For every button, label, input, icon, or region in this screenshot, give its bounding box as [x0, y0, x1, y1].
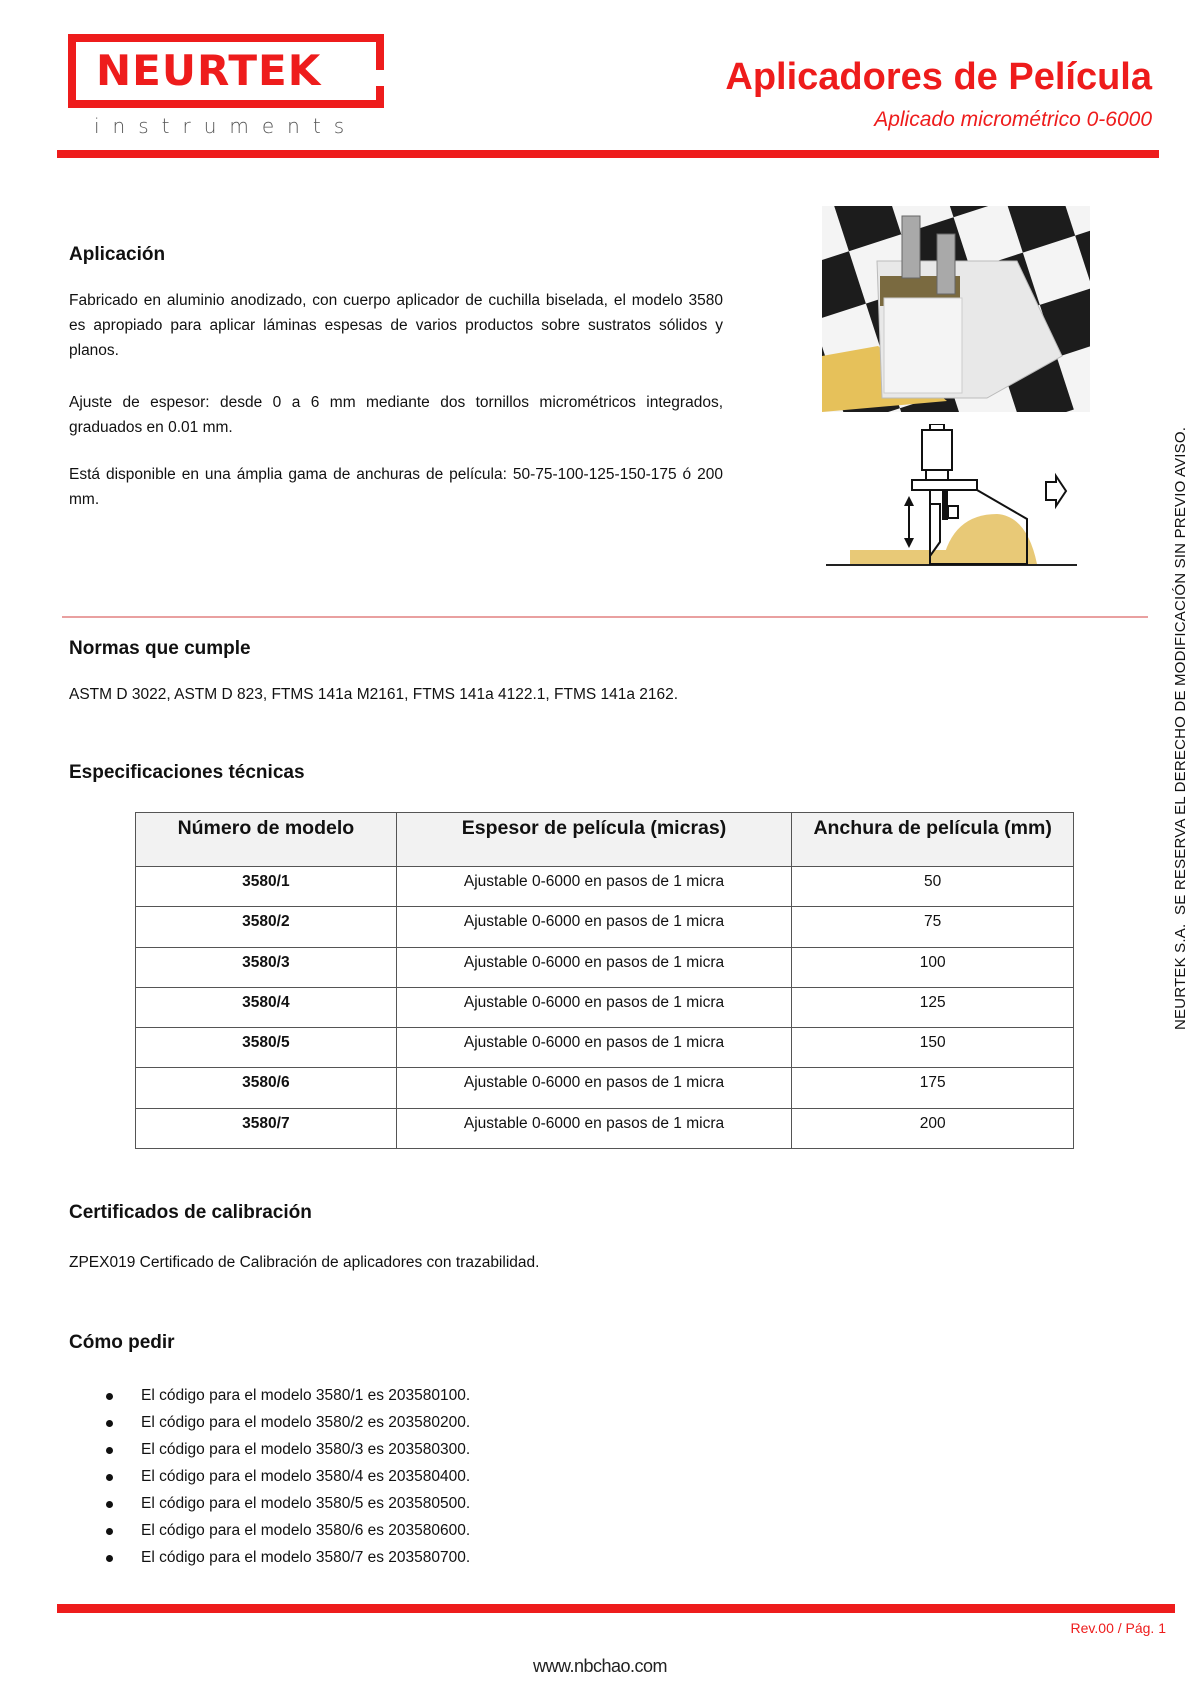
list-item [100, 1382, 470, 1409]
cell-width: 100 [792, 947, 1074, 987]
list-item-text: El código para el modelo 3580/7 es 203580700. [141, 1549, 471, 1566]
bullet-icon [106, 1555, 113, 1562]
cell-model: 3580/7 [136, 1108, 397, 1148]
column-header-model: Número de modelo [136, 813, 397, 867]
applicator-diagram [822, 424, 1090, 574]
list-item [100, 1517, 470, 1544]
list-item [100, 1544, 470, 1571]
column-header-thickness: Espesor de película (micras) [396, 813, 792, 867]
specifications-table [135, 812, 1074, 1149]
section-heading-normas: Normas que cumple [69, 638, 251, 659]
cell-thickness: Ajustable 0-6000 en pasos de 1 micra [396, 1028, 792, 1068]
source-url: www.nbchao.com [532, 1656, 668, 1676]
product-photo [822, 206, 1090, 412]
cell-model: 3580/2 [136, 907, 397, 947]
bullet-icon [106, 1474, 113, 1481]
table-row [136, 1068, 1074, 1108]
document-subtitle: Aplicado micrométrico 0-6000 [874, 108, 1152, 131]
bullet-icon [106, 1528, 113, 1535]
column-header-width: Anchura de película (mm) [792, 813, 1074, 867]
table-row [136, 947, 1074, 987]
table-row [136, 987, 1074, 1027]
cell-thickness: Ajustable 0-6000 en pasos de 1 micra [396, 1108, 792, 1148]
list-item-text: El código para el modelo 3580/2 es 203580200. [141, 1414, 471, 1431]
cell-model: 3580/5 [136, 1028, 397, 1068]
cell-width: 200 [792, 1108, 1074, 1148]
list-item [100, 1436, 470, 1463]
cell-width: 150 [792, 1028, 1074, 1068]
bullet-icon [106, 1447, 113, 1454]
aplicacion-paragraph-3: Está disponible en una ámplia gama de anchuras de película: 50-75-100-125-150-175 ó 200 mm. [69, 466, 723, 508]
logo-tagline: instruments [94, 114, 358, 138]
list-item-text: El código para el modelo 3580/4 es 203580400. [141, 1468, 471, 1485]
bullet-icon [106, 1420, 113, 1427]
cell-thickness: Ajustable 0-6000 en pasos de 1 micra [396, 947, 792, 987]
side-disclaimer: NEURTEK S.A. SE RESERVA EL DERECHO DE MODIFICACIÓN SIN PREVIO AVISO. [1172, 426, 1189, 1030]
list-item [100, 1463, 470, 1490]
list-item-text: El código para el modelo 3580/6 es 203580600. [141, 1522, 471, 1539]
header-divider [57, 150, 1159, 158]
list-item [100, 1409, 470, 1436]
cell-thickness: Ajustable 0-6000 en pasos de 1 micra [396, 1068, 792, 1108]
list-item-text: El código para el modelo 3580/3 es 203580300. [141, 1441, 471, 1458]
table-row [136, 1028, 1074, 1068]
cell-model: 3580/6 [136, 1068, 397, 1108]
list-item [100, 1490, 470, 1517]
aplicacion-paragraph-2: Ajuste de espesor: desde 0 a 6 mm mediante dos tornillos micrométricos integrados, graduados en 0.01 mm. [69, 394, 723, 436]
bullet-icon [106, 1501, 113, 1508]
section-heading-aplicacion: Aplicación [69, 244, 166, 265]
list-item-text: El código para el modelo 3580/5 es 203580500. [141, 1495, 471, 1512]
page-revision: Rev.00 / Pág. 1 [1070, 1620, 1166, 1636]
certificados-text: ZPEX019 Certificado de Calibración de aplicadores con trazabilidad. [69, 1254, 540, 1271]
company-logo [68, 34, 380, 108]
cell-model: 3580/1 [136, 867, 397, 907]
cell-model: 3580/4 [136, 987, 397, 1027]
section-divider [62, 616, 1148, 618]
aplicacion-paragraph-1: Fabricado en aluminio anodizado, con cuerpo aplicador de cuchilla biselada, el modelo 3580 es apropiado para aplicar láminas espesas de varios productos sobre sustratos sólidos y planos. [69, 292, 723, 359]
cell-model: 3580/3 [136, 947, 397, 987]
document-title: Aplicadores de Película [725, 56, 1152, 98]
table-row [136, 1108, 1074, 1148]
cell-width: 50 [792, 867, 1074, 907]
cell-thickness: Ajustable 0-6000 en pasos de 1 micra [396, 907, 792, 947]
footer-divider [57, 1604, 1175, 1613]
table-header-row [136, 813, 1074, 867]
cell-width: 125 [792, 987, 1074, 1027]
bullet-icon [106, 1393, 113, 1400]
list-item-text: El código para el modelo 3580/1 es 203580100. [141, 1387, 471, 1404]
cell-width: 75 [792, 907, 1074, 947]
section-heading-como-pedir: Cómo pedir [69, 1332, 175, 1353]
cell-thickness: Ajustable 0-6000 en pasos de 1 micra [396, 867, 792, 907]
logo-wordmark: NEURTEK [96, 46, 322, 95]
section-heading-certificados: Certificados de calibración [69, 1202, 312, 1223]
table-row [136, 907, 1074, 947]
order-codes-list [100, 1382, 470, 1571]
table-row [136, 867, 1074, 907]
cell-thickness: Ajustable 0-6000 en pasos de 1 micra [396, 987, 792, 1027]
cell-width: 175 [792, 1068, 1074, 1108]
normas-text: ASTM D 3022, ASTM D 823, FTMS 141a M2161, FTMS 141a 4122.1, FTMS 141a 2162. [69, 686, 679, 703]
section-heading-especificaciones: Especificaciones técnicas [69, 762, 305, 783]
